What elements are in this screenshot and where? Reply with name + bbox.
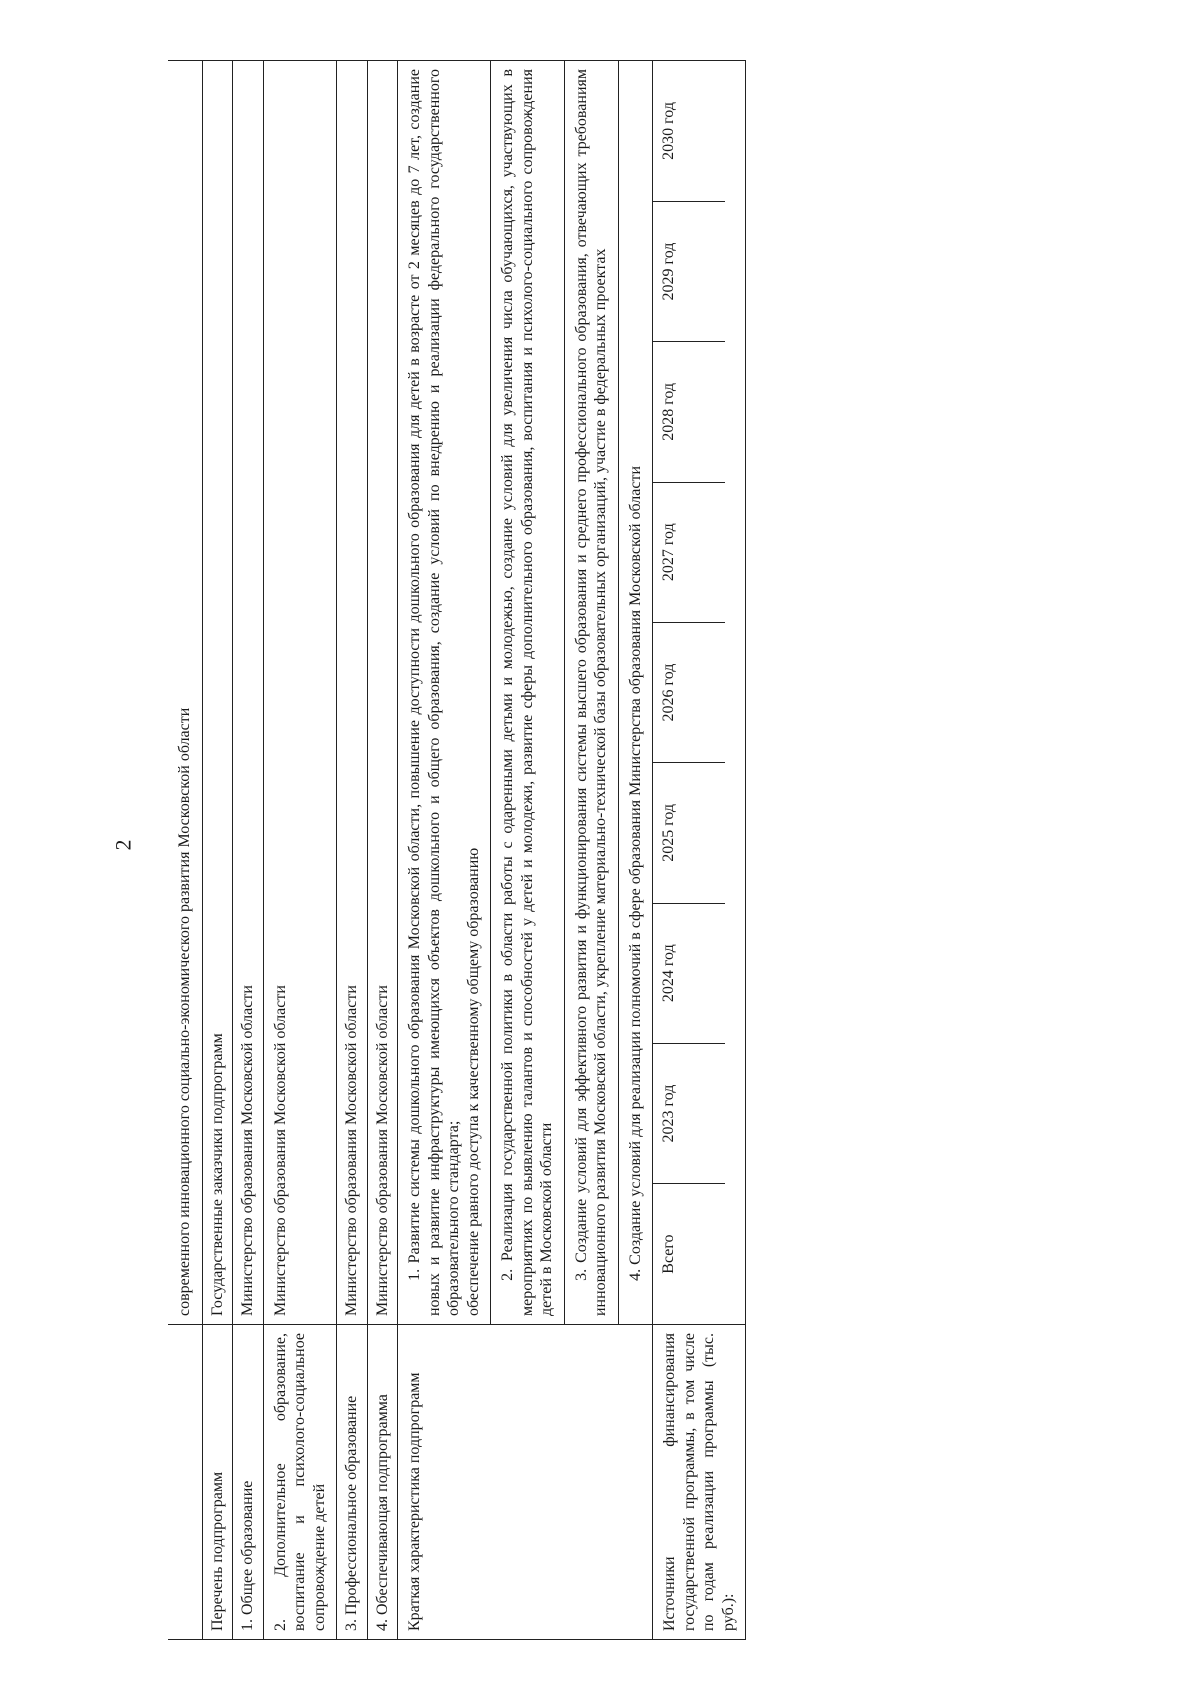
brief-label: Краткая характеристика подпрограмм [398,1325,653,1640]
fin-header-2026: 2026 год [653,622,725,762]
fin-header-2023: 2023 год [653,1043,725,1183]
brief-item-3: 3. Создание условий для эффективного развития и функционирования системы высшего образования и среднего профессионального образования, отвечающих требованиям инновационного развития Московской области, укрепление материально-технической базы образовательных организаций, участие в федеральных проектах [564,61,618,1325]
fin-header-total: Всего [653,1184,725,1324]
table-row [337,61,368,1640]
table-row [233,61,264,1640]
fin-header-2027: 2027 год [653,482,725,622]
brief-item-4: 4. Создание условий для реализации полномочий в сфере образования Министерства образования Московской области [618,61,653,1325]
brief-item-1-text: 1. Развитие системы дошкольного образования Московской области, повышение доступности дошкольного образования для детей в возрасте от 2 месяцев до 7 лет, создание новых и развитие инфраструктуры имеющихся объектов дошкольного и общего образования, создание условий по внедрению и реализации федерального государственного образовательного стандарта; [406,69,463,1316]
sub1-value: Министерство образования Московской области [233,61,264,1325]
financing-header-row [653,61,725,1324]
sub4-label: 4. Обеспечивающая подпрограмма [367,1325,398,1640]
table-row [263,61,337,1640]
fin-header-2029: 2029 год [653,201,725,341]
sub3-label: 3. Профессиональное образование [337,1325,368,1640]
financing-label: Источники финансирования государственной программы, в том числе по годам реализации программы (тыс. руб.): [653,1325,746,1640]
list-label: Перечень подпрограмм [202,1325,233,1640]
sub1-label: 1. Общее образование [233,1325,264,1640]
financing-years [653,61,746,1325]
table-row [168,61,202,1640]
table-row [202,61,233,1640]
sub3-value: Министерство образования Московской области [337,61,368,1325]
table-row [367,61,398,1640]
sub2-value: Министерство образования Московской области [263,61,337,1325]
brief-item-1-continuation: обеспечение равного доступа к качественному общему образованию [464,847,482,1316]
list-value: Государственные заказчики подпрограмм [202,61,233,1325]
empty-cell [168,1325,202,1640]
table-row [653,61,746,1640]
page-number: 2 [110,839,136,851]
fin-header-2025: 2025 год [653,763,725,903]
financing-header-table [653,61,725,1324]
intro-continuation: современного инновационного социально-экономического развития Московской области [168,61,202,1325]
table-row [398,61,491,1640]
fin-header-2030: 2030 год [653,61,725,201]
sub2-label: 2. Дополнительное образование, воспитание и психолого-социальное сопровождение детей [263,1325,337,1640]
program-passport-table [168,60,746,1640]
rotated-document [168,60,988,1640]
sub4-value: Министерство образования Московской области [367,61,398,1325]
brief-item-1 [398,61,491,1325]
brief-item-2: 2. Реализация государственной политики в области работы с одаренными детьми и молодежью, создание условий для увеличения числа обучающихся, участвующих в мероприятиях по выявлению талантов и способностей у детей и молодежи, развитие сферы дополнительного образования, воспитания и психолого-социального сопровождения детей в Московской области [491,61,565,1325]
fin-header-2028: 2028 год [653,342,725,482]
fin-header-2024: 2024 год [653,903,725,1043]
